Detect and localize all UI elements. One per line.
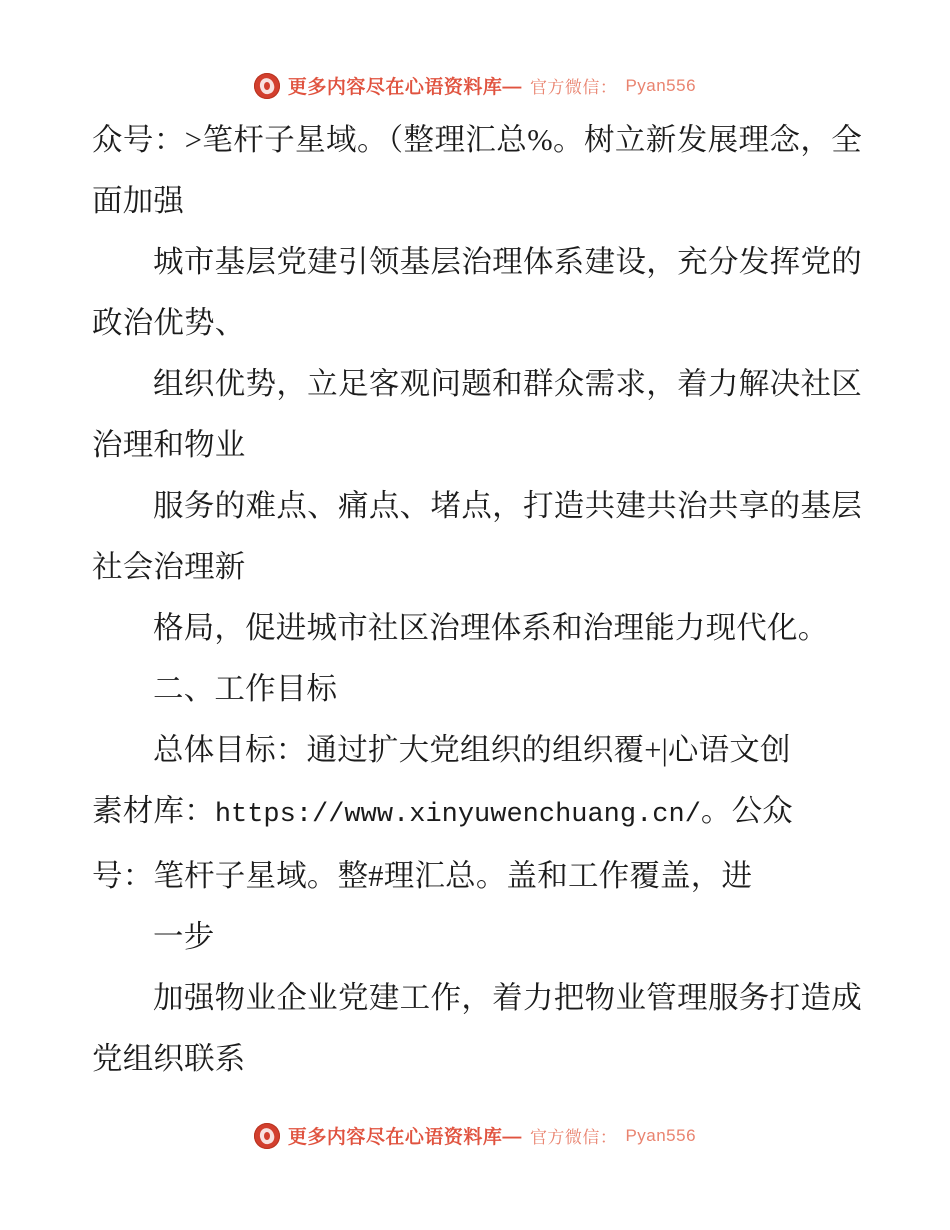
- paragraph-1: 众号：>笔杆子星域。（整理汇总%。树立新发展理念，全面加强: [92, 123, 862, 218]
- paragraph-7c: 号：笔杆子星域。整#理汇总。盖和工作覆盖，进: [92, 859, 753, 893]
- paragraph-5: 格局，促进城市社区治理体系和治理能力现代化。: [153, 611, 829, 645]
- material-library-suffix: 。公众: [700, 794, 794, 828]
- material-library-url: https://www.xinyuwenchuang.cn/: [214, 800, 701, 830]
- paragraph-7d: 一步: [153, 920, 215, 954]
- paragraph-8: 加强物业企业党建工作，着力把物业管理服务打造成党组织联系: [92, 981, 862, 1076]
- lotus-seal-icon: [254, 1123, 280, 1149]
- document-text-body: [92, 110, 862, 1090]
- watermark-main-text: 更多内容尽在心语资料库—: [287, 77, 522, 98]
- paragraph-4: 服务的难点、痛点、堵点，打造共建共治共享的基层社会治理新: [92, 489, 862, 584]
- watermark-wechat-id: Pyan556: [625, 75, 697, 95]
- watermark-main-text: 更多内容尽在心语资料库—: [287, 1127, 522, 1148]
- material-library-label: 素材库：: [92, 794, 215, 828]
- paragraph-2: 城市基层党建引领基层治理体系建设，充分发挥党的政治优势、: [92, 245, 862, 340]
- section-heading-work-goals: 二、工作目标: [153, 672, 338, 706]
- paragraph-3: 组织优势，立足客观问题和群众需求，着力解决社区治理和物业: [92, 367, 862, 462]
- watermark-sub-text: 官方微信：: [529, 78, 618, 97]
- watermark-banner-bottom: [0, 1122, 950, 1149]
- lotus-seal-icon: [254, 73, 280, 99]
- watermark-banner-top: [0, 72, 950, 99]
- watermark-sub-text: 官方微信：: [529, 1128, 618, 1147]
- paragraph-7a: 总体目标：通过扩大党组织的组织覆+|心语文创: [153, 733, 791, 767]
- watermark-wechat-id: Pyan556: [625, 1125, 697, 1145]
- paragraph-7b: [92, 781, 862, 846]
